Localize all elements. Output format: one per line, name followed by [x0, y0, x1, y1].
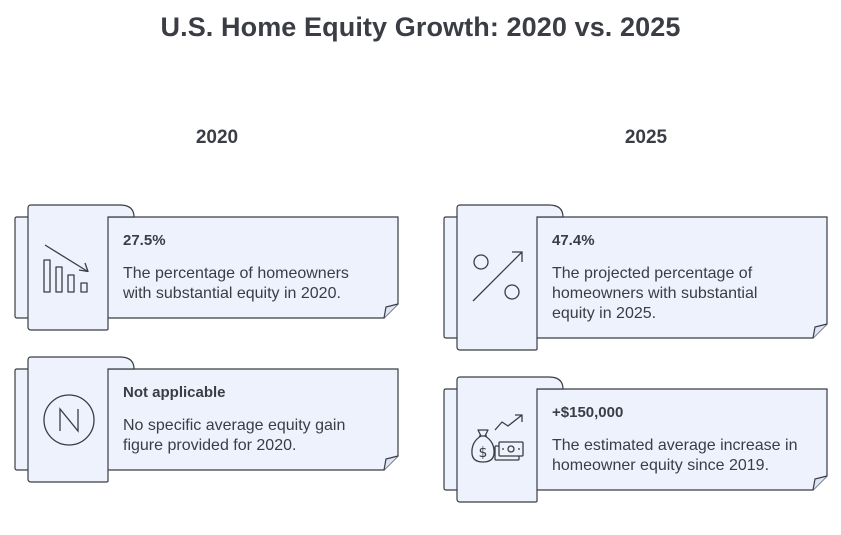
card-heading: 27.5% — [123, 232, 166, 249]
card-description: No specific average equity gain figure provided for 2020. — [123, 417, 346, 454]
card-description: The estimated average increase in homeowner equity since 2019. — [552, 437, 798, 474]
percent-icon — [470, 248, 526, 304]
card-description: The percentage of homeowners with substantial equity in 2020. — [123, 265, 349, 302]
money-growth-icon — [468, 412, 528, 464]
card-heading: Not applicable — [123, 384, 226, 401]
diagram-title: U.S. Home Equity Growth: 2020 vs. 2025 — [160, 12, 681, 42]
card-heading: +$150,000 — [552, 404, 624, 421]
bar-chart-down-icon — [41, 242, 97, 294]
no-entry-circle-icon — [41, 392, 97, 448]
svg-text:$: $ — [478, 445, 488, 461]
card-description: The projected percentage of homeowners with substantial equity in 2025. — [552, 265, 758, 322]
column-header-2020: 2020 — [195, 127, 239, 148]
column-header-2025: 2025 — [624, 127, 668, 148]
card-heading: 47.4% — [552, 232, 595, 249]
